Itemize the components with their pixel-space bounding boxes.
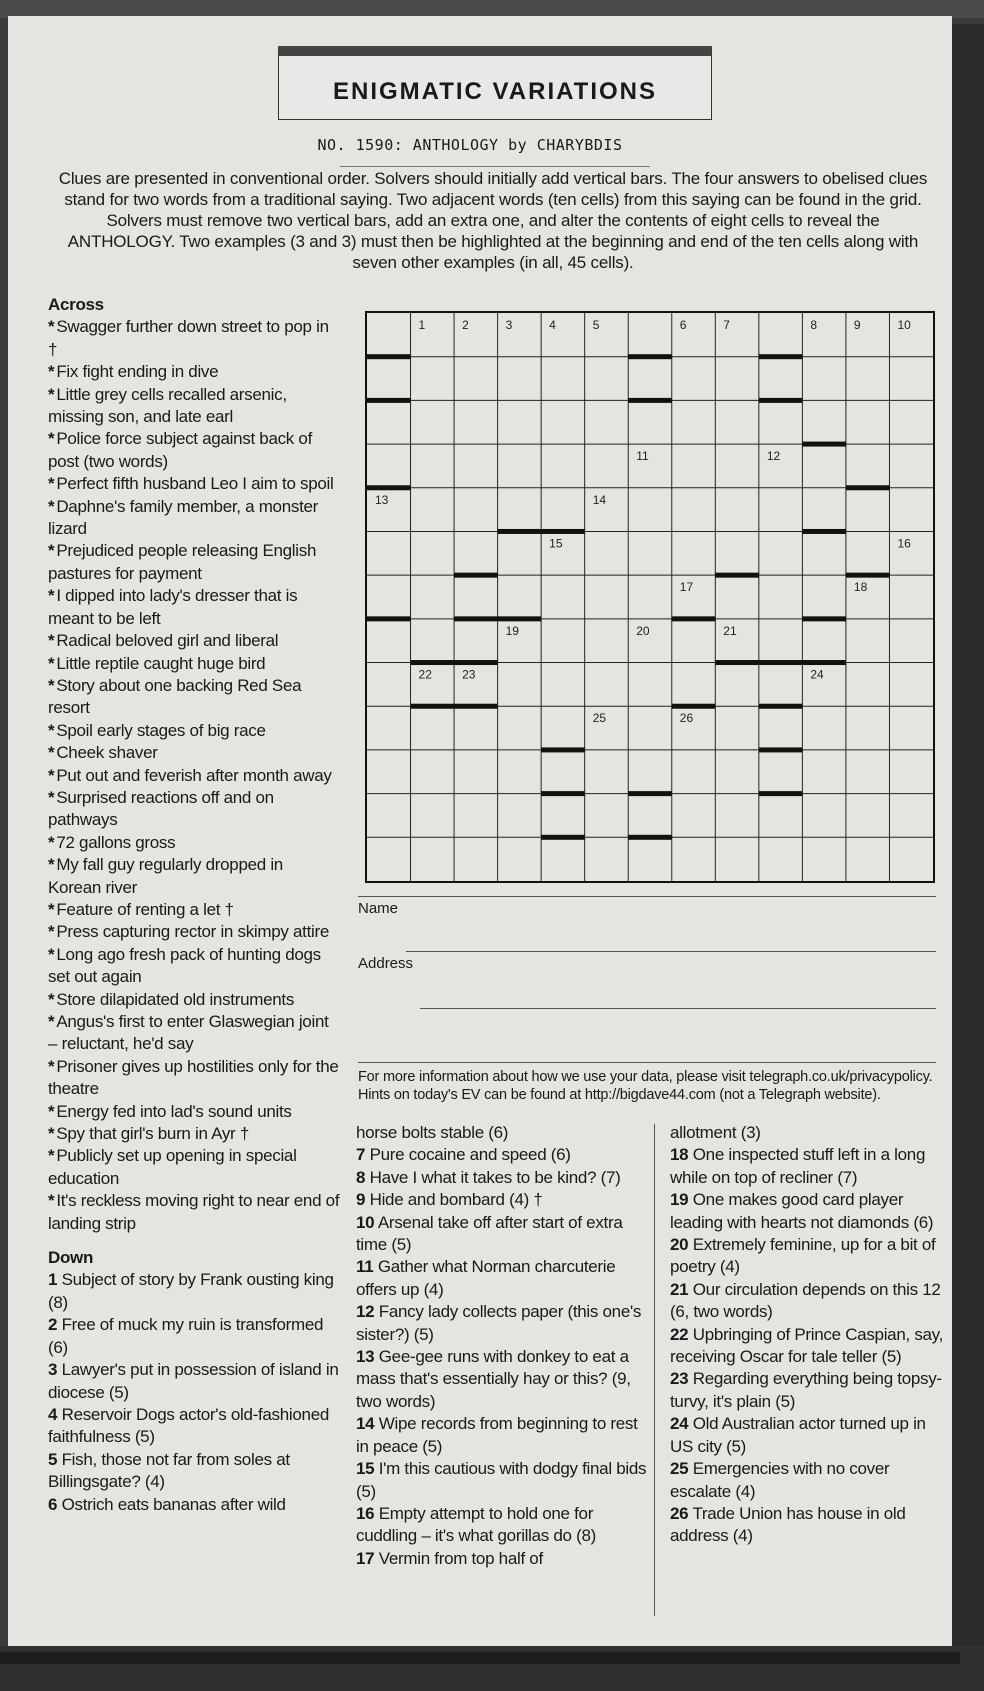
across-clue: * Publicly set up opening in special education [48,1146,297,1188]
clue-text: Prisoner gives up hostilities only for the theatre [48,1056,339,1099]
clue-text: Energy fed into lad's sound units [56,1101,292,1121]
clue-number: 10 [356,1212,375,1232]
info-note [358,1068,948,1104]
clue-number: 15 [356,1459,375,1479]
clue-text: Store dilapidated old instruments [56,989,295,1009]
grid-bar [367,485,411,490]
clue-text: Old Australian actor turned up in US city (5) [670,1414,926,1456]
clue-text: I dipped into lady's dresser that is meant to be left [48,586,298,628]
grid-number: 19 [505,623,519,638]
name-line-top [358,896,936,897]
grid-number: 15 [549,536,563,551]
clue-number: 12 [356,1302,375,1322]
down-clue [670,1368,950,1413]
grid-number: 9 [853,318,861,332]
instructions: Clues are presented in conventional order. Solvers should initially add vertical bars. The four answers to obelised clues stand for two words from a traditional saying. Two adjacent words (ten cells) from this saying can be found in the grid. Solvers must remove two vertical bars, add an extra one, and alter the contents of eight cells to reveal the ANTHOLOGY. Two examples (3 and 3) must then be highlighted at the beginning and end of the ten cells along with seven other examples (in all, 45 cells). [58,169,928,272]
clue-text: Press capturing rector in skimpy attire [56,922,330,942]
down-clue [356,1346,654,1413]
clue-number: 5 [48,1449,58,1469]
grid-bar [454,616,498,621]
clue-number: 11 [356,1257,374,1277]
down-clue [670,1122,950,1144]
across-clue: * Prisoner gives up hostilities only for the theatre [48,1056,339,1099]
clue-text: Reservoir Dogs actor's old-fashioned faithfulness (5) [48,1404,330,1447]
down-clue [48,1404,340,1449]
clue-text: Long ago fresh pack of hunting dogs set out again [48,944,321,987]
clue-number: 21 [670,1279,689,1299]
across-clue: * 72 gallons gross [48,832,176,852]
clue-number: 1 [48,1270,58,1290]
privacy-note: For more information about how we use your data, please visit telegraph.co.uk/privacypolicy. [358,1069,933,1085]
clue-text: Surprised reactions off and on pathways [48,787,274,830]
across-clue: * My fall guy regularly dropped in Korean river [48,855,283,897]
across-clue: * Police force subject against back of post (two words) [48,429,313,471]
clue-text: Cheek shaver [56,743,158,763]
clue-text: Radical beloved girl and liberal [56,631,279,651]
clue-number: 16 [356,1503,375,1523]
title-box [278,46,712,120]
grid-number: 20 [636,623,650,638]
grid-bar [411,660,455,665]
clue-text: Publicly set up opening in special education [48,1146,297,1188]
clue-text: Extremely feminine, up for a bit of poetry (4) [670,1235,936,1277]
grid-bar [541,747,585,752]
across-clue: * Cheek shaver [48,743,158,763]
clue-text: Gee-gee runs with donkey to eat a mass that's essentially hay or this? (9, two words) [356,1347,631,1411]
down-clue [670,1503,950,1548]
grid-bar [541,529,585,534]
grid-number: 22 [418,667,432,682]
clue-text: Arsenal take off after start of extra time (5) [356,1212,623,1255]
clue-column-left [48,294,340,1516]
clue-text: Pure cocaine and speed (6) [369,1145,571,1165]
clue-text: Gather what Norman charcuterie offers up (4) [356,1257,616,1299]
clue-text: Spoil early stages of big race [56,720,266,740]
grid-bar [759,791,803,796]
clue-text: Lawyer's put in possession of island in diocese (5) [48,1360,339,1402]
clue-text: I'm this cautious with dodgy final bids (5) [356,1459,647,1501]
across-clues [48,316,340,1235]
hints-note: Hints on today's EV can be found at http://bigdave44.com (not a Telegraph website). [358,1087,881,1103]
down-clue [48,1494,340,1516]
down-clue [670,1324,950,1369]
clue-text: My fall guy regularly dropped in Korean river [48,855,283,897]
clue-number: 4 [48,1404,58,1424]
grid-number: 13 [375,492,389,507]
grid-bar [367,616,411,621]
grid-number: 12 [766,449,781,464]
grid-number: 2 [462,318,469,332]
clue-text: One inspected stuff left in a long while on top of recliner (7) [670,1145,926,1187]
subtitle-rule [340,166,650,167]
clue-text: horse bolts stable (6) [356,1123,509,1142]
grid-bar [802,442,846,447]
down-clue [356,1503,654,1548]
clue-text: Prejudiced people releasing English pastures for payment [48,541,317,583]
clue-text: Wipe records from beginning to rest in peace (5) [356,1414,638,1456]
grid-number: 4 [549,318,556,332]
across-clue: * Feature of renting a let † [48,899,234,919]
down-clue [356,1167,654,1189]
grid-number: 17 [679,580,694,595]
down-clue [356,1548,654,1570]
clue-number: 18 [670,1145,689,1165]
clue-text: Regarding everything being topsy-turvy, it's plain (5) [670,1369,942,1411]
grid-number: 26 [679,711,694,726]
clue-text: Police force subject against back of post (two words) [48,429,313,471]
across-clue: * Energy fed into lad's sound units [48,1101,292,1121]
clue-number: 25 [670,1459,689,1479]
grid-bar [628,398,672,403]
grid-svg [367,313,933,881]
grid-bar [367,354,411,359]
grid-bar [628,791,672,796]
grid-bar [802,660,846,665]
clue-text: Emergencies with no cover escalate (4) [670,1459,890,1501]
grid-bar [672,616,716,621]
grid-bar [454,573,498,578]
clue-number: 24 [670,1414,689,1434]
puzzle-subtitle: NO. 1590: ANTHOLOGY by CHARYBDIS [317,136,623,154]
across-clue: * Surprised reactions off and on pathways [48,787,274,830]
grid-number: 7 [723,318,730,332]
clue-number: 17 [356,1548,375,1568]
across-clue: * Press capturing rector in skimpy attire [48,922,330,942]
clue-text: Put out and feverish after month away [56,765,332,785]
crossword-grid[interactable] [365,311,935,883]
column-divider [654,1124,655,1616]
clue-text: 72 gallons gross [56,832,176,852]
grid-bar [367,398,411,403]
clue-text: Swagger further down street to pop in † [48,317,329,359]
clue-text: Empty attempt to hold one for cuddling – it's what gorillas do (8) [356,1503,597,1546]
clue-text: Upbringing of Prince Caspian, say, receiving Oscar for tale teller (5) [670,1324,944,1367]
clue-text: Story about one backing Red Sea resort [48,675,302,718]
grid-number: 18 [853,580,868,595]
clue-number: 22 [670,1324,689,1344]
grid-bar [628,835,672,840]
grid-number: 8 [810,318,818,332]
across-clue: * Put out and feverish after month away [48,765,332,785]
clue-number: 13 [356,1347,375,1367]
frame-bottom [0,1646,984,1691]
clue-text: Little reptile caught huge bird [56,653,266,673]
address-field-2[interactable] [358,1062,936,1063]
grid-bar [411,704,455,709]
across-clue: * Prejudiced people releasing English pastures for payment [48,541,317,583]
clue-number: 7 [356,1145,366,1165]
grid-bar [498,616,542,621]
clue-number: 3 [48,1360,58,1380]
clue-text: Trade Union has house in old address (4) [670,1503,906,1546]
grid-bar [454,660,498,665]
across-clue: * I dipped into lady's dresser that is meant to be left [48,586,298,628]
grid-number: 1 [418,318,426,332]
grid-bar [715,573,759,578]
grid-number: 25 [592,711,607,726]
across-clue: * Spy that girl's burn in Ayr † [48,1124,249,1144]
clue-text: Fancy lady collects paper (this one's sister?) (5) [356,1302,642,1344]
down-clue [356,1144,654,1166]
grid-bar [759,660,803,665]
down-clue [356,1122,654,1144]
across-clue: * Angus's first to enter Glaswegian joint – reluctant, he'd say [48,1012,329,1054]
grid-number: 24 [810,667,824,682]
name-field[interactable] [406,951,936,952]
clue-text: It's reckless moving right to near end of landing strip [48,1191,340,1233]
clue-number: 19 [670,1190,689,1210]
down-clue [48,1269,340,1314]
down-clue [670,1144,950,1189]
across-heading: Across [48,295,104,314]
down-clue [356,1256,654,1301]
clue-text: Fix fight ending in dive [56,362,219,382]
across-clue: * Spoil early stages of big race [48,720,266,740]
across-clue: * It's reckless moving right to near end of landing strip [48,1191,340,1233]
clue-number: 20 [670,1235,689,1255]
down-clues-part-2 [356,1122,654,1570]
down-clue [670,1189,950,1234]
down-clue [670,1234,950,1279]
clue-text: allotment (3) [670,1123,761,1142]
down-clue [356,1189,654,1211]
grid-bar [628,354,672,359]
grid-bar [672,704,716,709]
grid-bar [759,704,803,709]
grid-number: 5 [592,318,600,332]
clue-number: 6 [48,1494,58,1514]
grid-bar [759,747,803,752]
clue-text: Subject of story by Frank ousting king (8) [48,1270,334,1312]
grid-bar [454,704,498,709]
across-clue: * Store dilapidated old instruments [48,989,295,1009]
grid-bar [846,485,890,490]
grid-bar [715,660,759,665]
across-clue: * Swagger further down street to pop in † [48,317,329,359]
clue-number: 8 [356,1167,366,1187]
clue-number: 2 [48,1315,58,1335]
clue-number: 23 [670,1369,689,1389]
clue-number: 26 [670,1503,689,1523]
clue-text: Feature of renting a let † [56,899,234,919]
across-clue: * Long ago fresh pack of hunting dogs set out again [48,944,321,987]
grid-number: 21 [723,623,737,638]
down-clue [48,1359,340,1404]
down-clues-part-3 [670,1122,950,1548]
grid-number: 3 [505,318,513,332]
grid-bar [802,616,846,621]
clue-text: Vermin from top half of [378,1548,543,1568]
grid-number: 16 [897,536,911,551]
across-clue: * Little reptile caught huge bird [48,653,266,673]
puzzle-title: ENIGMATIC VARIATIONS [333,78,657,105]
down-heading: Down [48,1248,94,1268]
grid-number: 11 [636,449,649,464]
down-clues-part-1 [48,1269,340,1515]
down-clue [356,1212,654,1257]
down-clue [670,1413,950,1458]
address-label: Address [358,955,414,972]
clue-number: 14 [356,1414,375,1434]
down-clue [48,1449,340,1494]
down-clue [670,1458,950,1503]
clue-text: Our circulation depends on this 12 (6, two words) [670,1279,941,1322]
clue-text: Angus's first to enter Glaswegian joint – reluctant, he'd say [48,1012,329,1054]
clue-text: One makes good card player leading with hearts not diamonds (6) [670,1190,934,1232]
across-clue: * Daphne's family member, a monster lizard [48,496,319,539]
grid-bar [759,398,803,403]
grid-number: 14 [592,492,607,507]
clue-text: Free of muck my ruin is transformed (6) [48,1315,324,1357]
across-clue: * Perfect fifth husband Leo I aim to spoil [48,474,334,494]
across-clue: * Radical beloved girl and liberal [48,631,279,651]
across-clue: * Fix fight ending in dive [48,362,219,382]
name-label: Name [358,900,399,917]
grid-number: 10 [897,318,911,332]
clue-text: Spy that girl's burn in Ayr † [56,1124,249,1144]
grid-bar [541,835,585,840]
clue-text: Little grey cells recalled arsenic, missing son, and late earl [48,384,287,427]
across-clue: * Little grey cells recalled arsenic, missing son, and late earl [48,384,287,427]
grid-bar [759,354,803,359]
address-field-1[interactable] [420,1008,936,1009]
across-clue: * Story about one backing Red Sea resort [48,675,302,718]
grid-number: 23 [462,667,476,682]
grid-bar [846,573,890,578]
clue-text: Daphne's family member, a monster lizard [48,496,319,539]
down-clue [356,1301,654,1346]
grid-bar [498,529,542,534]
down-clue [670,1279,950,1324]
grid-bar [802,529,846,534]
clue-text: Ostrich eats bananas after wild [61,1494,286,1514]
grid-number: 6 [679,318,687,332]
clue-text: Have I what it takes to be kind? (7) [369,1167,621,1187]
clue-number: 9 [356,1190,366,1210]
clue-text: Fish, those not far from soles at Billingsgate? (4) [48,1449,290,1492]
clue-text: Hide and bombard (4) † [369,1190,543,1210]
down-clue [48,1314,340,1359]
clue-text: Perfect fifth husband Leo I aim to spoil [56,474,334,494]
down-clue [356,1458,654,1503]
frame-right [952,24,984,1664]
down-clue [356,1413,654,1458]
grid-bar [541,791,585,796]
